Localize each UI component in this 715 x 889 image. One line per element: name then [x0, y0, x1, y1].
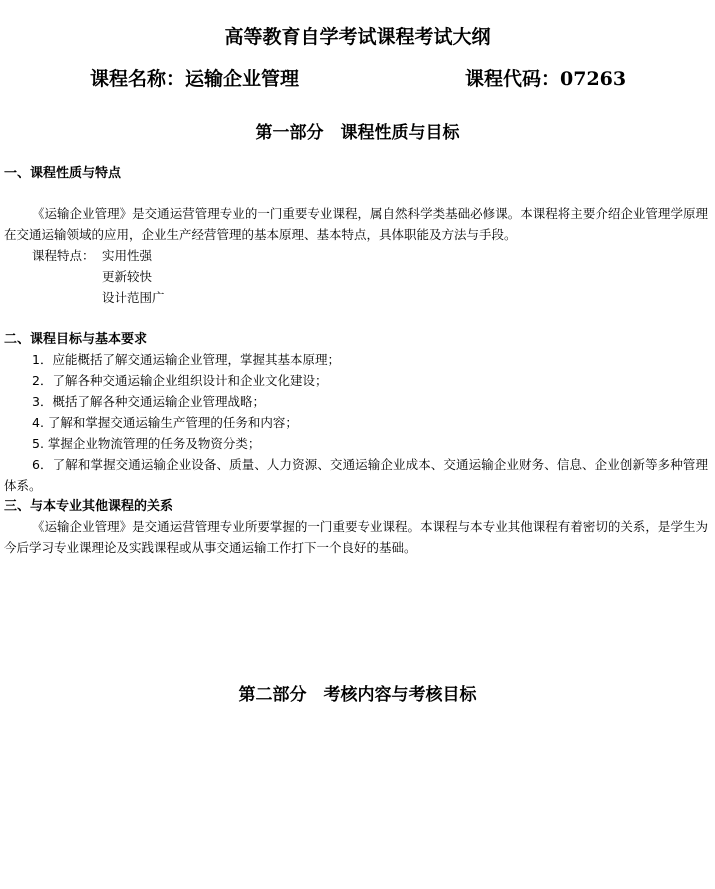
- document-title: 高等教育自学考试课程考试大纲: [224, 26, 491, 48]
- goal-item: 2．了解各种交通运输企业组织设计和企业文化建设；: [32, 373, 328, 388]
- section3-heading: 三、与本专业其他课程的关系: [4, 499, 174, 514]
- goal-item: 1．应能概括了解交通运输企业管理，掌握其基本原理；: [32, 352, 340, 367]
- course-code: 课程代码：07263: [465, 68, 627, 90]
- part1-title: 第一部分 课程性质与目标: [255, 123, 460, 143]
- part2-title: 第二部分 考核内容与考核目标: [238, 685, 477, 705]
- course-name: 课程名称：运输企业管理: [90, 68, 300, 90]
- feature-item: 更新较快: [102, 269, 153, 284]
- feature-item: 设计范围广: [102, 290, 165, 305]
- goal-item: 5. 掌握企业物流管理的任务及物资分类；: [32, 436, 261, 451]
- goal-item: 4. 了解和掌握交通运输生产管理的任务和内容；: [32, 415, 298, 430]
- section1-paragraph: 《运输企业管理》是交通运营管理专业的一门重要专业课程，属自然科学类基础必修课。本课程将主要介绍企业管理学原理在交通运输领域的应用，企业生产经营管理的基本原理、基本特点，具体职能及方法与手段。: [4, 206, 708, 242]
- goal-item: 6．了解和掌握交通运输企业设备、质量、人力资源、交通运输企业成本、交通运输企业财务、信息、企业创新等多种管理体系。: [4, 457, 708, 493]
- section1-heading: 一、课程性质与特点: [4, 166, 122, 181]
- goal-item: 3．概括了解各种交通运输企业管理战略；: [32, 394, 265, 409]
- section3-paragraph: 《运输企业管理》是交通运营管理专业所要掌握的一门重要专业课程。本课程与本专业其他课程有着密切的关系，是学生为今后学习专业课理论及实践课程或从事交通运输工作打下一个良好的基础。: [4, 519, 708, 555]
- feature-item: 实用性强: [102, 248, 153, 263]
- features-label: 课程特点：: [32, 248, 95, 263]
- section2-heading: 二、课程目标与基本要求: [4, 332, 148, 347]
